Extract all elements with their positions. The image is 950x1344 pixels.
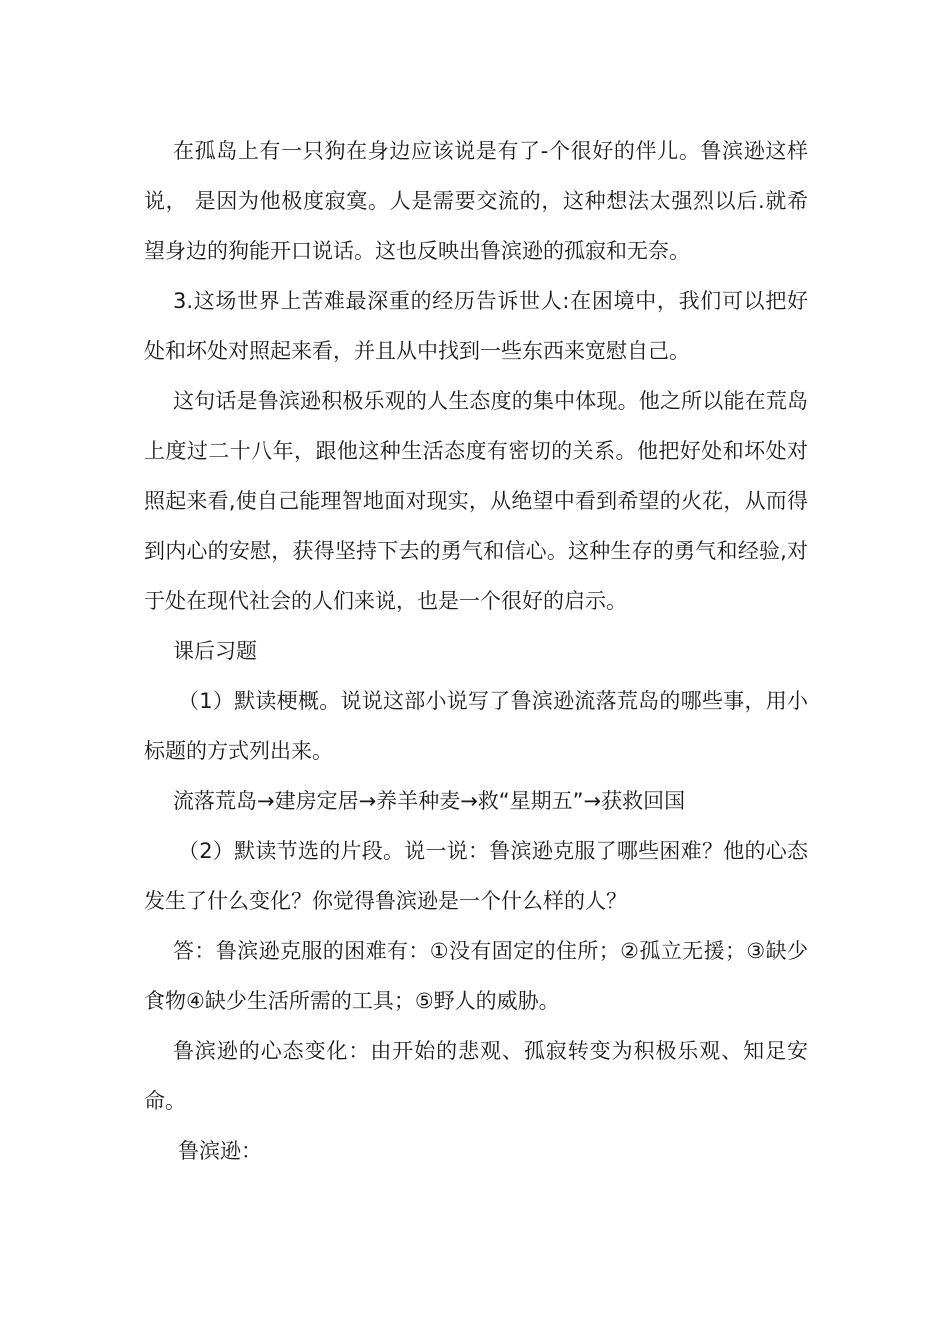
document-body: [144, 126, 808, 1176]
exercise-answer-difficulties: 答：鲁滨逊克服的困难有：①没有固定的住所；②孤立无援；③缺少食物④缺少生活所需的工具；⑤野人的威胁。: [144, 939, 808, 1013]
exercise-answer-1: 流落荒岛→建房定居→养羊种麦→救“星期五”→获救回国: [173, 789, 686, 813]
exercise-question-1: （1）默读梗概。说说这部小说写了鲁滨逊流落荒岛的哪些事，用小标题的方式列出来。: [144, 689, 808, 763]
section-heading-exercises: 课后习题: [173, 639, 257, 663]
exercise-answer-character: 鲁滨逊：: [178, 1139, 262, 1163]
paragraph-quote-analysis: 这句话是鲁滨逊积极乐观的人生态度的集中体现。他之所以能在荒岛上度过二十八年，跟他这种生活态度有密切的关系。他把好处和坏处对照起来看,使自己能理智地面对现实，从绝望中看到希望的火花，从而得到内心的安慰，获得坚持下去的勇气和信心。这种生存的勇气和经验,对于处在现代社会的人们来说，也是一个很好的启示。: [144, 389, 808, 613]
exercise-answer-mindset: 鲁滨逊的心态变化：由开始的悲观、孤寂转变为积极乐观、知足安命。: [144, 1039, 808, 1113]
paragraph-dog-companion: 在孤岛上有一只狗在身边应该说是有了-个很好的伴儿。鲁滨逊这样说， 是因为他极度寂寞。人是需要交流的，这种想法太强烈以后.就希望身边的狗能开口说话。这也反映出鲁滨逊的孤寂和无奈。: [144, 139, 808, 263]
exercise-question-2: （2）默读节选的片段。说一说：鲁滨逊克服了哪些困难？他的心态发生了什么变化？你觉得鲁滨逊是一个什么样的人？: [144, 839, 808, 913]
paragraph-quote-3: 3.这场世界上苦难最深重的经历告诉世人:在困境中，我们可以把好处和坏处对照起来看，并且从中找到一些东西来宽慰自己。: [144, 289, 808, 363]
